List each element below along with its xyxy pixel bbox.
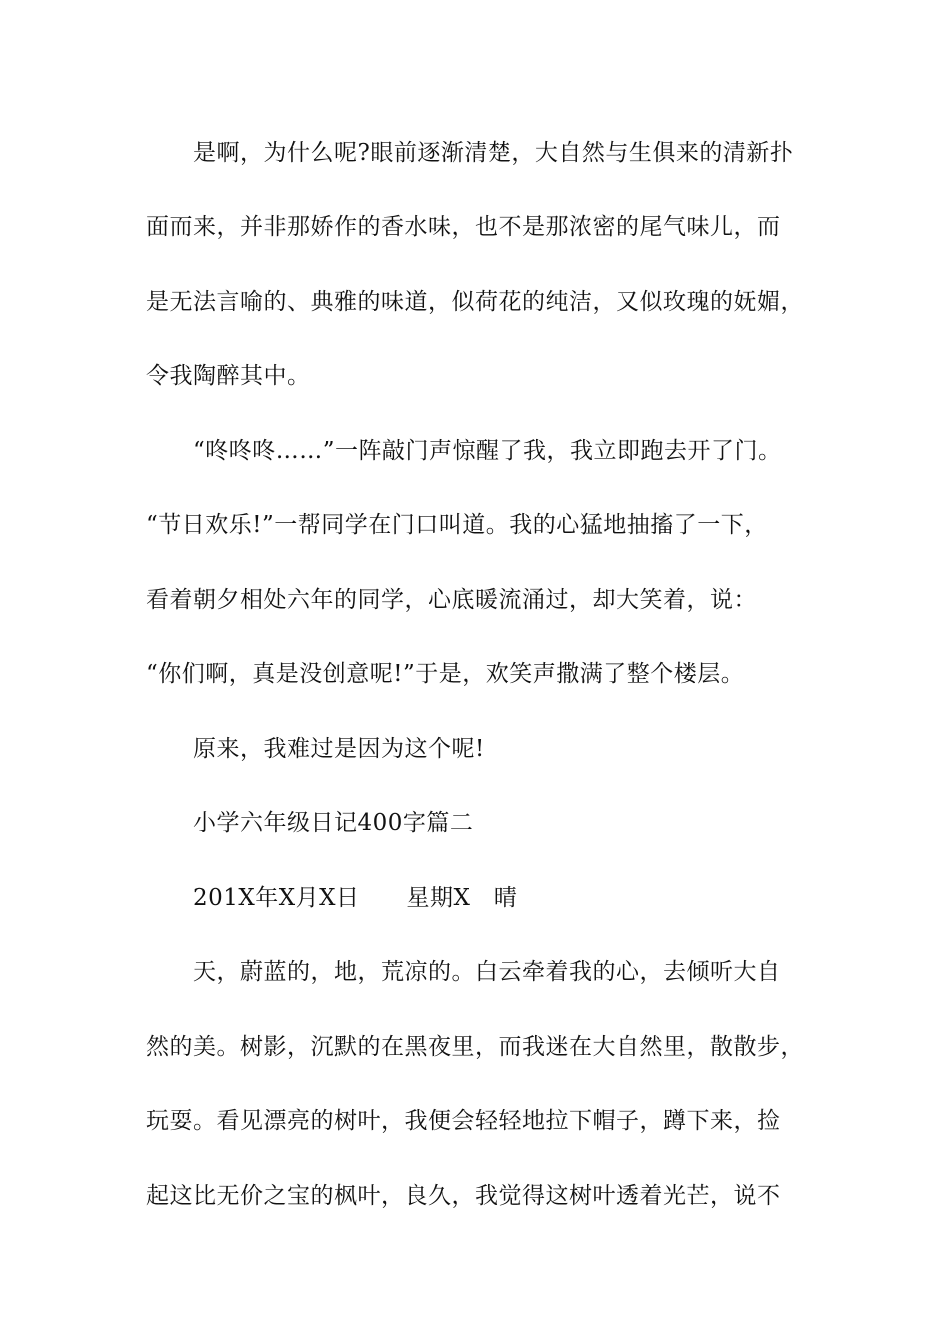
paragraph-4-line-4: 起这比无价之宝的枫叶，良久，我觉得这树叶透着光芒，说不: [146, 1183, 781, 1209]
paragraph-2-line-2: “节日欢乐!”一帮同学在门口叫道。我的心猛地抽搐了一下，: [146, 512, 768, 538]
paragraph-4-line-3: 玩耍。看见漂亮的树叶，我便会轻轻地拉下帽子，蹲下来，捡: [146, 1108, 781, 1134]
paragraph-4-line-1: 天，蔚蓝的，地，荒凉的。白云牵着我的心，去倾听大自: [193, 959, 781, 985]
paragraph-1-line-4: 令我陶醉其中。: [146, 363, 311, 389]
paragraph-1-line-1: 是啊，为什么呢?眼前逐渐清楚，大自然与生俱来的清新扑: [193, 140, 794, 166]
paragraph-4-line-2: 然的美。树影，沉默的在黑夜里，而我迷在大自然里，散散步，: [146, 1034, 804, 1060]
paragraph-2-line-4: “你们啊，真是没创意呢!”于是，欢笑声撒满了整个楼层。: [146, 661, 745, 687]
paragraph-3-line-1: 原来，我难过是因为这个呢!: [193, 736, 485, 762]
paragraph-1-line-2: 面而来，并非那娇作的香水味，也不是那浓密的尾气味儿，而: [146, 214, 781, 240]
paragraph-1-line-3: 是无法言喻的、典雅的味道，似荷花的纯洁，又似玫瑰的妩媚，: [146, 289, 804, 315]
paragraph-2-line-1: “咚咚咚……”一阵敲门声惊醒了我，我立即跑去开了门。: [193, 438, 782, 464]
section-heading: 小学六年级日记400字篇二: [193, 810, 474, 836]
diary-date-line: 201X年X月X日 星期X 晴: [193, 885, 518, 911]
paragraph-2-line-3: 看着朝夕相处六年的同学，心底暖流涌过，却大笑着，说：: [146, 587, 757, 613]
